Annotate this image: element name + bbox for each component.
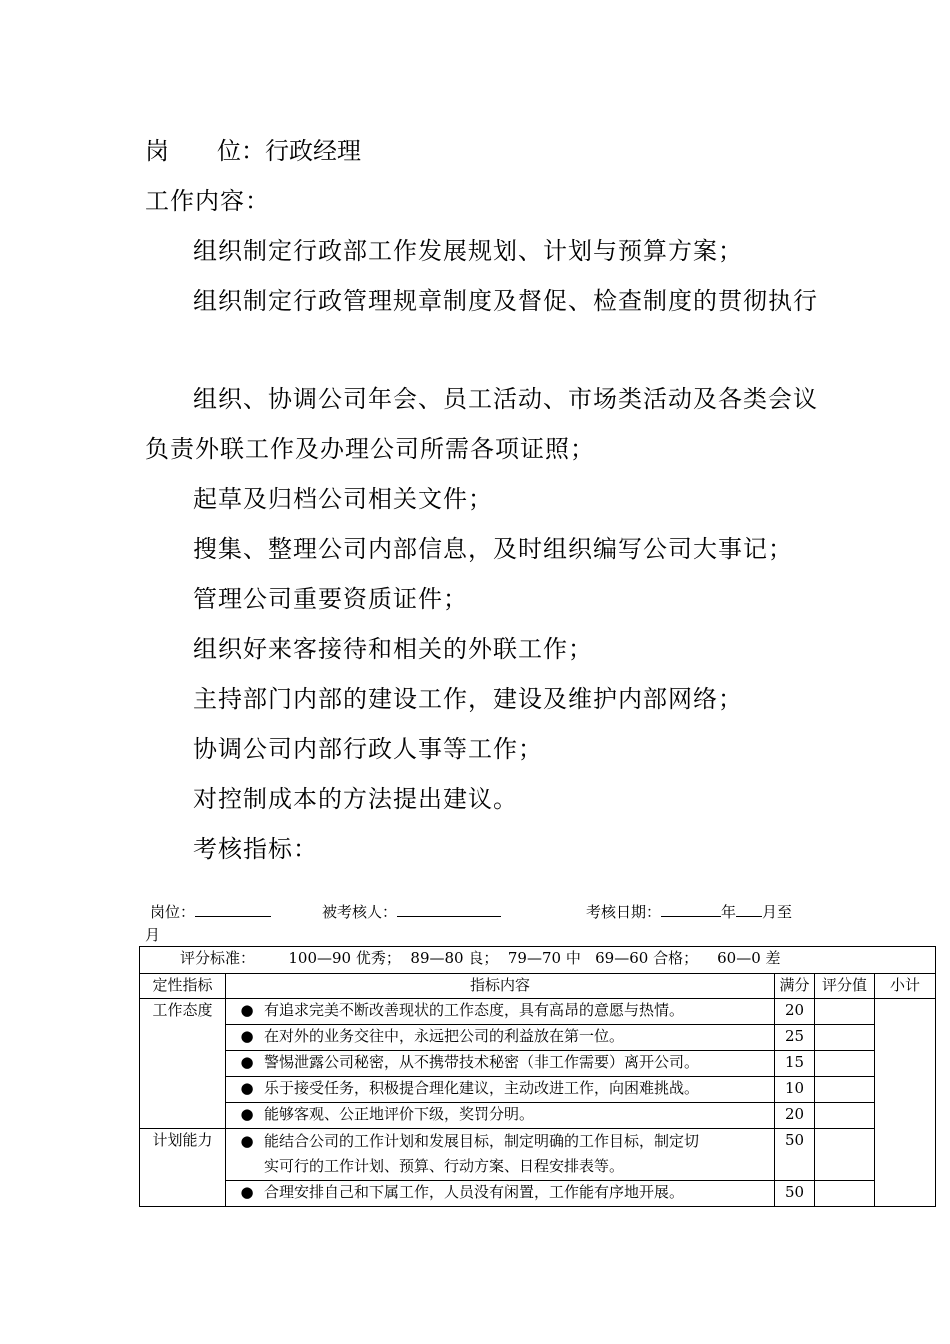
form-year-blank[interactable] [661, 900, 721, 917]
form-date [586, 900, 792, 922]
post-value: 行政经理 [265, 137, 361, 165]
max-score: 25 [775, 1025, 815, 1051]
max-score: 20 [775, 999, 815, 1025]
form-post [150, 900, 271, 922]
form-month-blank[interactable] [736, 900, 762, 917]
duty-2: 组织制定行政管理规章制度及督促、检查制度的贯彻执行 [193, 287, 818, 315]
duty-10: 协调公司内部行政人事等工作； [193, 735, 543, 763]
category-planning: 计划能力 [140, 1129, 226, 1207]
bullet-icon: ● [240, 1079, 254, 1097]
table-row [140, 1181, 936, 1207]
work-heading: 工作内容： [145, 187, 270, 215]
duty-5: 起草及归档公司相关文件； [193, 485, 493, 513]
duty-3: 组织、协调公司年会、员工活动、市场类活动及各类会议 [193, 385, 818, 413]
rating-cell[interactable] [815, 999, 875, 1025]
post-line [145, 136, 361, 166]
duty-8: 组织好来客接待和相关的外联工作； [193, 635, 593, 663]
header-max-score: 满分 [775, 974, 815, 999]
standard-row [140, 947, 936, 974]
form-month-to-label: 月至 [762, 903, 793, 921]
scoring-standard: 评分标准： 100—90 优秀； 89—80 良； 79—70 中 69—60 合格； 60—0 差 [140, 947, 936, 974]
rating-cell[interactable] [815, 1181, 875, 1207]
indicator-content: ● 能结合公司的工作计划和发展目标，制定明确的工作目标，制定切 实可行的工作计划、预算、行动方案、日程安排表等。 [226, 1129, 775, 1181]
indicator-content: ● 在对外的业务交往中，永远把公司的利益放在第一位。 [226, 1025, 775, 1051]
assess-heading: 考核指标： [193, 835, 318, 863]
duty-11: 对控制成本的方法提出建议。 [193, 785, 518, 813]
form-person [322, 900, 501, 922]
evaluation-table [139, 946, 936, 1207]
indicator-content: ● 有追求完美不断改善现状的工作态度，具有高昂的意愿与热情。 [226, 999, 775, 1025]
header-content: 指标内容 [226, 974, 775, 999]
table-row [140, 999, 936, 1025]
max-score: 15 [775, 1051, 815, 1077]
bullet-icon: ● [240, 1001, 254, 1019]
bullet-icon: ● [240, 1053, 254, 1071]
indicator-content: ● 乐于接受任务，积极提合理化建议，主动改进工作，向困难挑战。 [226, 1077, 775, 1103]
form-person-blank[interactable] [397, 900, 501, 917]
post-label-a: 岗 [145, 137, 169, 165]
form-post-label: 岗位： [150, 903, 196, 921]
bullet-icon: ● [240, 1105, 254, 1123]
indicator-content: ● 合理安排自己和下属工作，人员没有闲置，工作能有序地开展。 [226, 1181, 775, 1207]
form-post-blank[interactable] [195, 900, 271, 917]
table-row [140, 1129, 936, 1181]
max-score: 10 [775, 1077, 815, 1103]
duty-6: 搜集、整理公司内部信息，及时组织编写公司大事记； [193, 535, 793, 563]
duty-9: 主持部门内部的建设工作，建设及维护内部网络； [193, 685, 743, 713]
subtotal-cell[interactable] [875, 999, 936, 1207]
bullet-icon: ● [240, 1183, 254, 1201]
table-row [140, 1051, 936, 1077]
duty-7: 管理公司重要资质证件； [193, 585, 468, 613]
table-row [140, 1077, 936, 1103]
table-row [140, 1025, 936, 1051]
post-label-b: 位： [217, 137, 265, 165]
form-year-label: 年 [721, 903, 737, 921]
header-subtotal: 小计 [875, 974, 936, 999]
max-score: 50 [775, 1181, 815, 1207]
max-score: 20 [775, 1103, 815, 1129]
indicator-content: ● 警惕泄露公司秘密，从不携带技术秘密（非工作需要）离开公司。 [226, 1051, 775, 1077]
bullet-icon: ● [240, 1132, 254, 1150]
header-row [140, 974, 936, 999]
rating-cell[interactable] [815, 1129, 875, 1181]
duty-4: 负责外联工作及办理公司所需各项证照； [145, 435, 595, 463]
rating-cell[interactable] [815, 1025, 875, 1051]
table-row [140, 1103, 936, 1129]
form-month-label: 月 [145, 926, 161, 944]
form-person-label: 被考核人： [322, 903, 398, 921]
form-date-label: 考核日期： [586, 903, 662, 921]
header-rating: 评分值 [815, 974, 875, 999]
duty-1: 组织制定行政部工作发展规划、计划与预算方案； [193, 237, 743, 265]
rating-cell[interactable] [815, 1051, 875, 1077]
bullet-icon: ● [240, 1027, 254, 1045]
rating-cell[interactable] [815, 1077, 875, 1103]
header-category: 定性指标 [140, 974, 226, 999]
max-score: 50 [775, 1129, 815, 1181]
indicator-content: ● 能够客观、公正地评价下级，奖罚分明。 [226, 1103, 775, 1129]
rating-cell[interactable] [815, 1103, 875, 1129]
category-attitude: 工作态度 [140, 999, 226, 1129]
